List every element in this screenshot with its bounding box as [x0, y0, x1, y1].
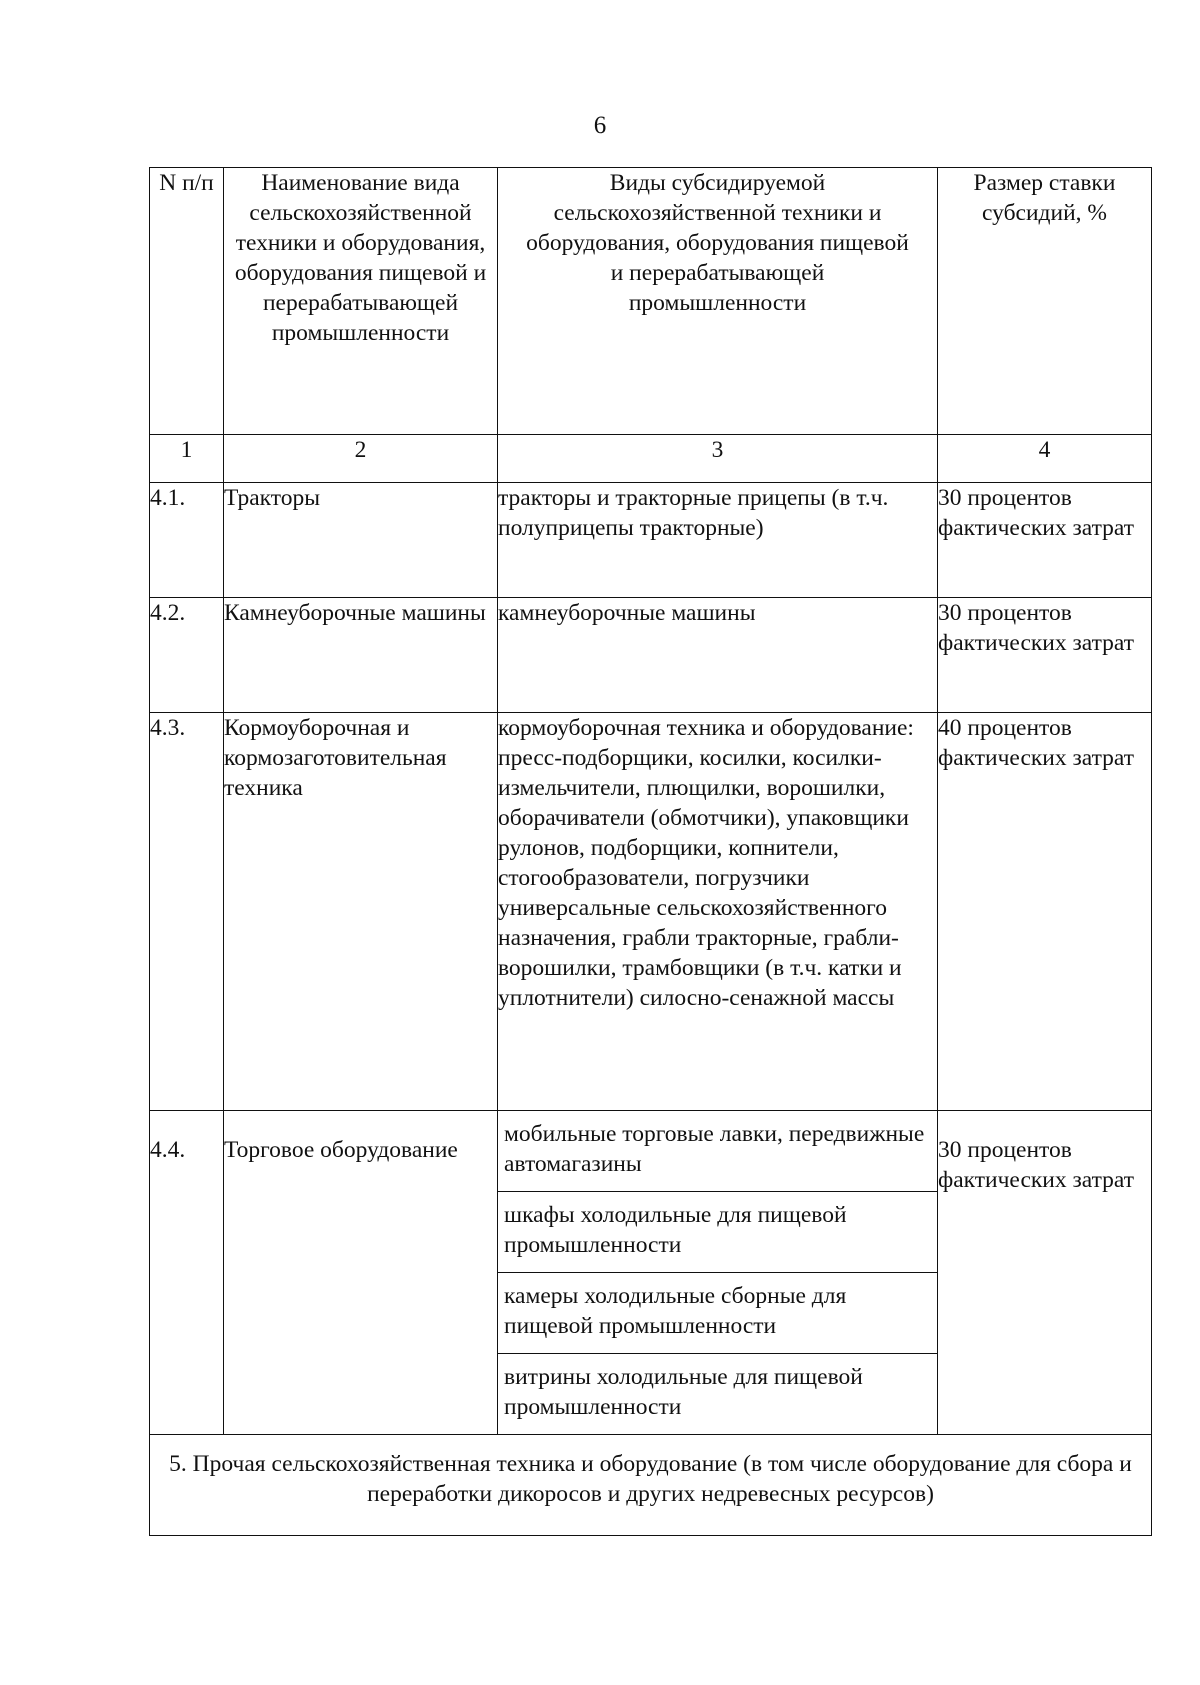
table-row: [150, 713, 1152, 1111]
equipment-name: Торговое оборудование: [224, 1111, 498, 1435]
table-header-row: [150, 168, 1152, 435]
column-number: 2: [224, 435, 498, 483]
column-number: 1: [150, 435, 224, 483]
equipment-types: камнеуборочные машины: [498, 598, 938, 713]
table-row: [150, 483, 1152, 598]
equipment-type-item: витрины холодильные для пищевой промышленности: [504, 1364, 863, 1420]
equipment-types: кормоуборочная техника и оборудование: пресс-подборщики, косилки, косилки-измельчители, плющилки, ворошилки, оборачиватели (обмотчики), упаковщики рулонов, подборщики, копнители, стогообразователи, погрузчики универсальные сельскохозяйственного назначения, грабли тракторные, грабли-ворошилки, трамбовщики (в т.ч. катки и уплотнители) силосно-сенажной массы: [498, 713, 938, 1111]
header-equipment-name: Наименование вида сельскохозяйственной техники и оборудования, оборудования пищевой и перерабатывающей промышленности: [224, 168, 498, 435]
equipment-type-item: камеры холодильные сборные для пищевой промышленности: [498, 1273, 937, 1354]
footer-section-title: 5. Прочая сельскохозяйственная техника и оборудование (в том числе оборудование для сбора и переработки дикоросов и других недревесных ресурсов): [150, 1435, 1152, 1536]
table-row: [150, 1111, 1152, 1435]
equipment-name: Кормоуборочная и кормозаготовительная техника: [224, 713, 498, 1111]
subsidy-table: [149, 167, 1152, 1536]
equipment-type-item: шкафы холодильные для пищевой промышленности: [498, 1192, 937, 1273]
footer-row: [150, 1435, 1152, 1536]
header-subsidized-types: Виды субсидируемой сельскохозяйственной техники и оборудования, оборудования пищевой и перерабатывающей промышленности: [498, 168, 938, 435]
row-number: 4.2.: [150, 598, 224, 713]
subsidy-rate: 40 процентов фактических затрат: [938, 713, 1152, 1111]
subsidy-rate: 30 процентов фактических затрат: [938, 1111, 1152, 1435]
header-subsidy-rate: Размер ставки субсидий, %: [938, 168, 1152, 435]
row-number: 4.1.: [150, 483, 224, 598]
column-number: 4: [938, 435, 1152, 483]
page-number: 6: [593, 112, 607, 139]
row-number: 4.4.: [150, 1111, 224, 1435]
equipment-types-list: [498, 1111, 938, 1435]
equipment-type-item: мобильные торговые лавки, передвижные автомагазины: [498, 1111, 937, 1192]
row-number: 4.3.: [150, 713, 224, 1111]
equipment-name: Тракторы: [224, 483, 498, 598]
table-row: [150, 598, 1152, 713]
column-number: 3: [498, 435, 938, 483]
equipment-name: Камнеуборочные машины: [224, 598, 498, 713]
subsidy-rate: 30 процентов фактических затрат: [938, 483, 1152, 598]
equipment-types: тракторы и тракторные прицепы (в т.ч. полуприцепы тракторные): [498, 483, 938, 598]
column-numbers-row: [150, 435, 1152, 483]
header-number: N п/п: [150, 168, 224, 435]
subsidy-rate: 30 процентов фактических затрат: [938, 598, 1152, 713]
